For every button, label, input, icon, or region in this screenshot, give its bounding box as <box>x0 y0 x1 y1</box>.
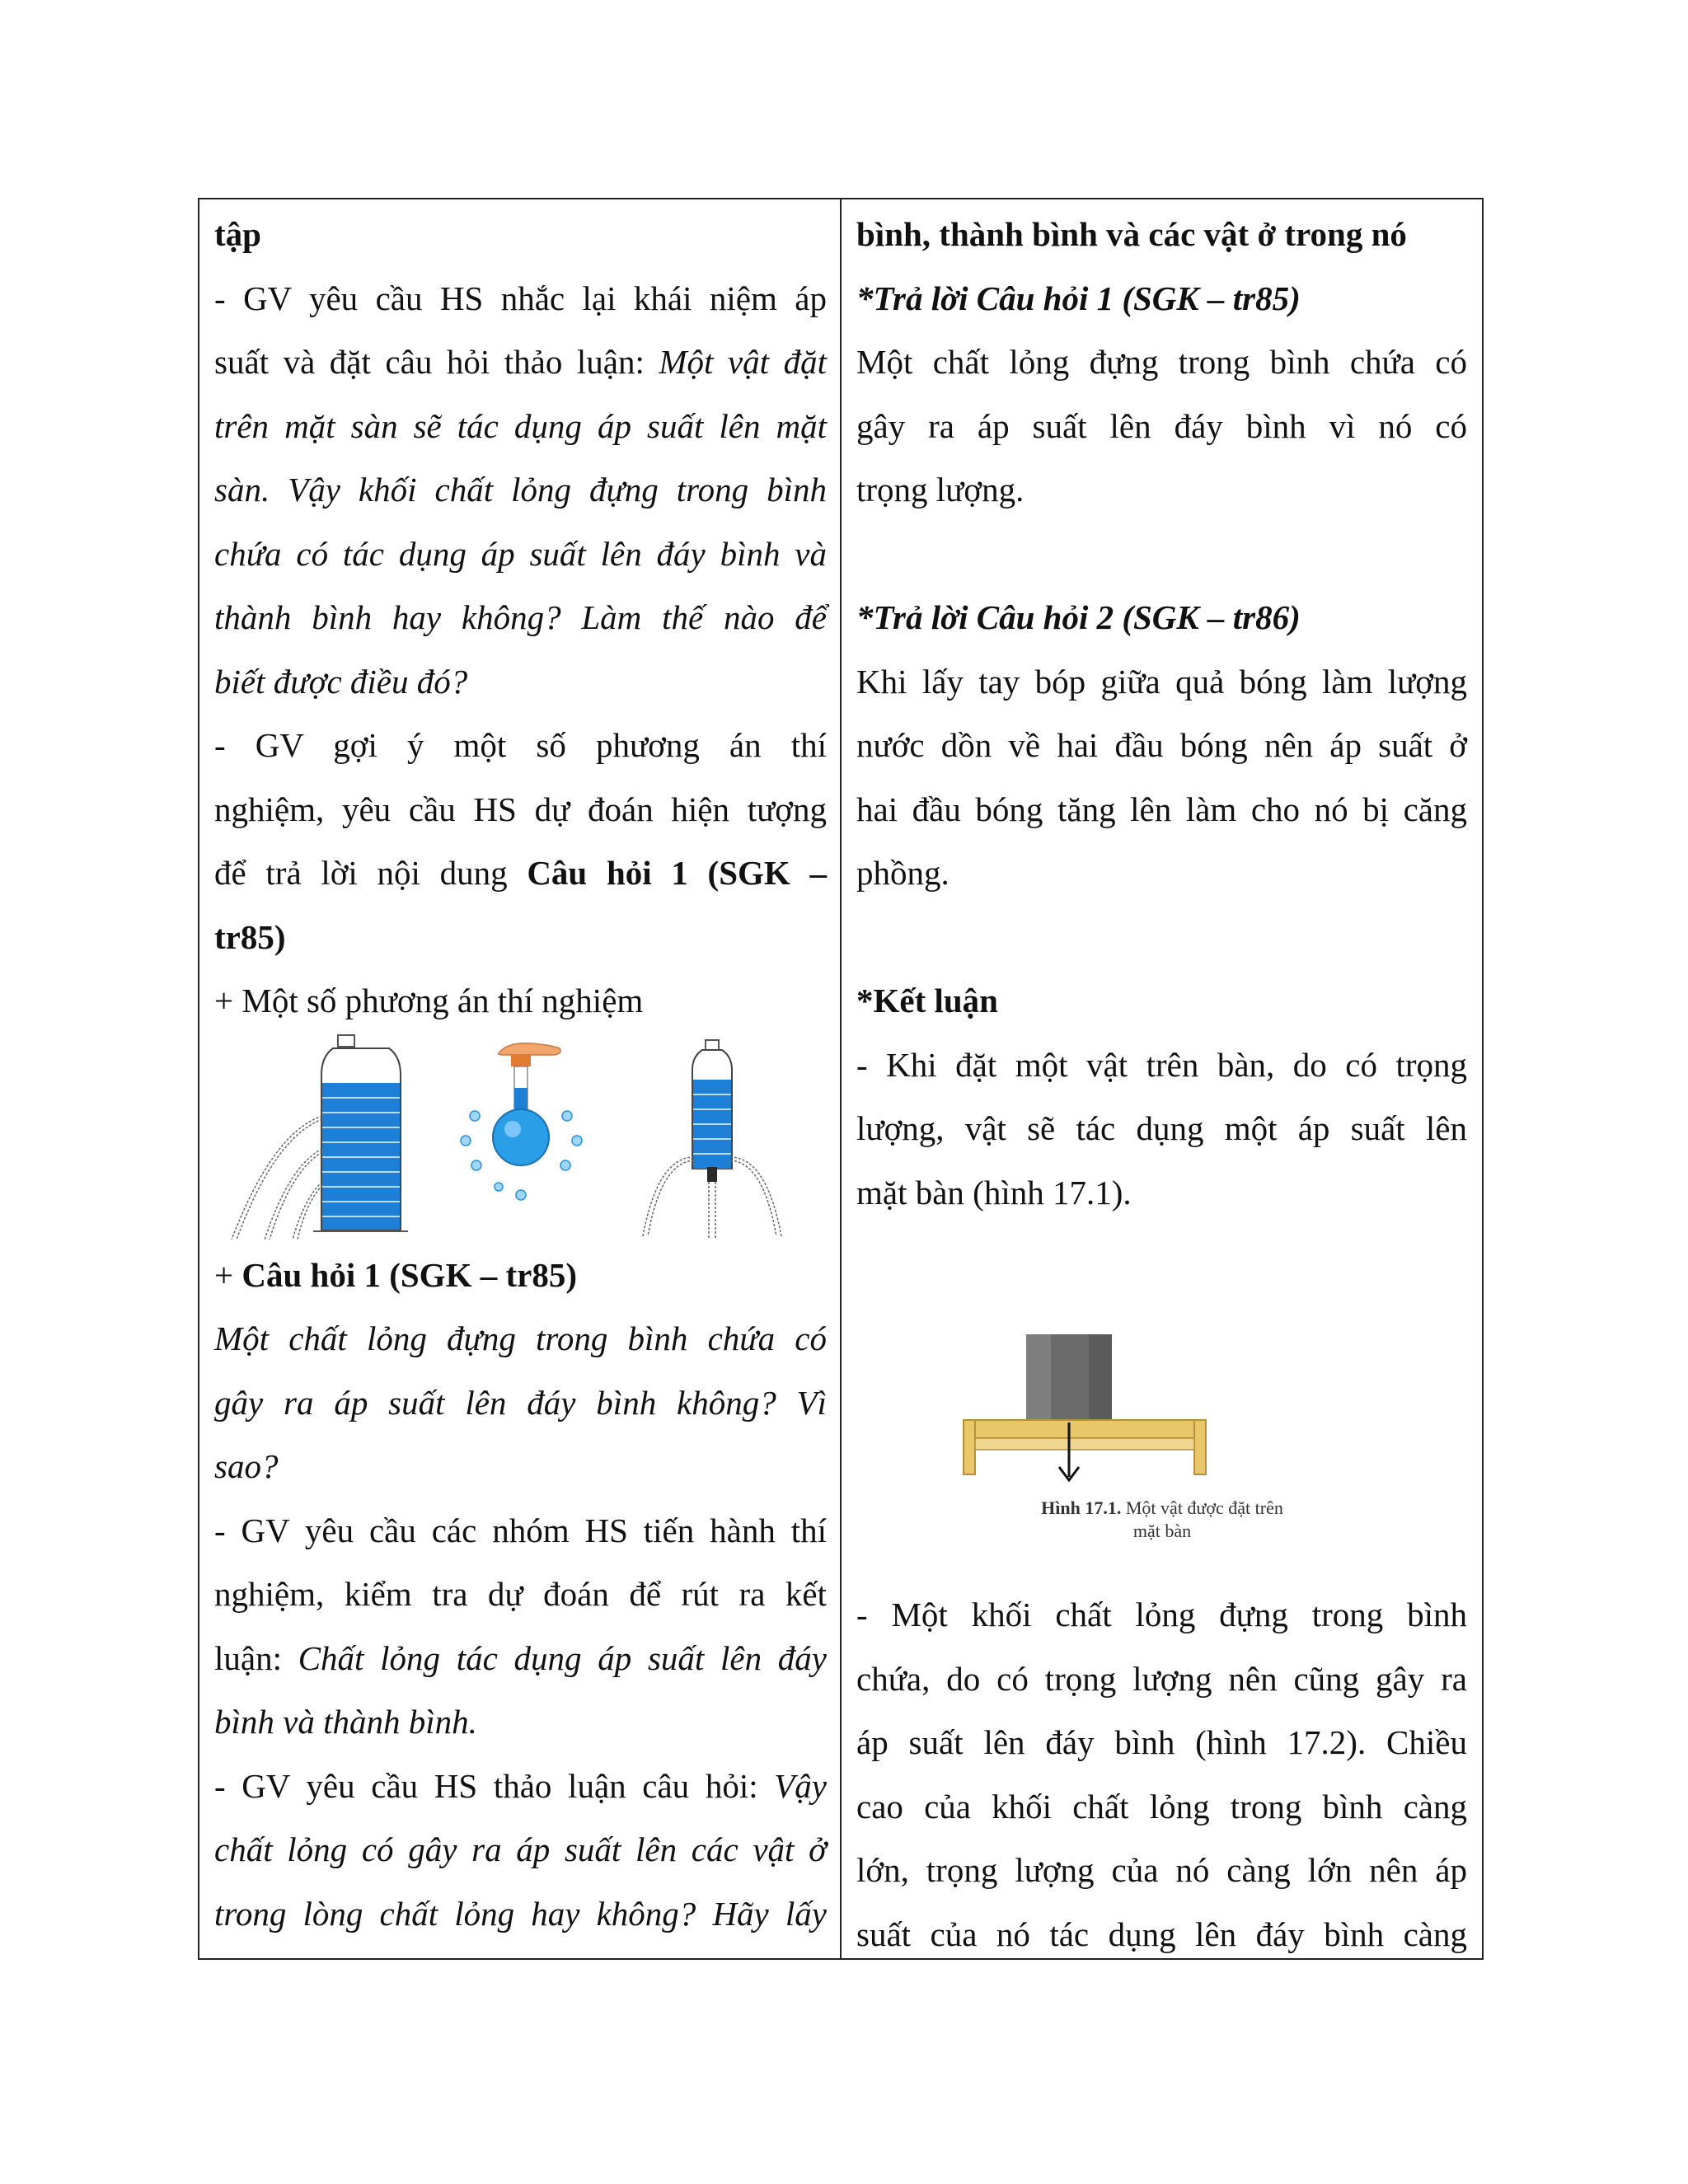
text-line: - GV gợi ý một số phương án thí <box>214 726 827 764</box>
figure-caption-line2: mặt bàn <box>1132 1521 1192 1541</box>
figure-17-1 <box>856 1225 1467 1583</box>
text-line: mặt bàn (hình 17.1). <box>856 1173 1132 1212</box>
question-line: thành bình hay không? Làm thế nào để <box>214 598 827 636</box>
question-span: Một vật đặt <box>659 343 827 381</box>
text-line: lượng, vật sẽ tác dụng một áp suất lên <box>856 1109 1467 1147</box>
experiment-figures <box>214 1033 827 1244</box>
bottle-bottom-holes-illustration <box>643 1040 781 1238</box>
figure-caption <box>856 1497 1468 1520</box>
text-span: luận: <box>214 1638 298 1677</box>
question-line: sàn. Vậy khối chất lỏng đựng trong bình <box>214 471 827 509</box>
question-span: Vậy <box>774 1766 827 1805</box>
text-line: - GV yêu cầu HS nhắc lại khái niệm áp <box>214 279 827 317</box>
question-line: biết được điều đó? <box>214 662 468 701</box>
text-line: chứa, do có trọng lượng nên cũng gây ra <box>856 1659 1467 1698</box>
text-line <box>214 1755 827 1819</box>
text-line: - Khi đặt một vật trên bàn, do có trọng <box>856 1045 1467 1084</box>
caption-text: Một vật được đặt trên <box>1121 1497 1283 1518</box>
text-line: - Một khối chất lỏng đựng trong bình <box>856 1596 1467 1633</box>
text-line: áp suất lên đáy bình (hình 17.2). Chiều <box>856 1723 1467 1761</box>
block-on-table-illustration <box>856 1225 1468 1521</box>
text-line: bình, thành bình và các vật ở trong nó <box>856 215 1407 253</box>
student-product-column <box>842 199 1482 1958</box>
text-span: để trả lời nội dung <box>214 854 528 892</box>
text-line: phồng. <box>856 854 950 892</box>
lesson-table <box>198 198 1484 1960</box>
text-line: tập <box>214 215 261 253</box>
text-line: Một chất lỏng đựng trong bình chứa có <box>856 343 1467 381</box>
text-line: trọng lượng. <box>856 471 1025 509</box>
text-line: nghiệm, yêu cầu HS dự đoán hiện tượng <box>214 790 827 828</box>
ball-syringe-illustration <box>461 1043 582 1199</box>
conclusion-line: bình và thành bình. <box>214 1703 477 1741</box>
text-line: nghiệm, kiểm tra dự đoán để rút ra kết <box>214 1575 827 1613</box>
conclusion-span: Chất lỏng tác dụng áp suất lên đáy <box>298 1638 827 1677</box>
text-line <box>214 841 827 906</box>
answer-heading: *Trả lời Câu hỏi 1 (SGK – tr85) <box>856 279 1301 317</box>
text-line: nước dồn về hai đầu bóng nên áp suất ở <box>856 726 1467 764</box>
teacher-activity-column <box>199 199 842 1958</box>
text-line: + Một số phương án thí nghiệm <box>214 982 644 1019</box>
text-line <box>214 330 827 395</box>
text-line: cao của khối chất lỏng trong bình càng <box>856 1787 1467 1825</box>
bottle-side-holes-illustration <box>232 1035 408 1240</box>
text-line: tr85) <box>214 917 286 956</box>
question-line: trong lòng chất lỏng hay không? Hãy lấy <box>214 1894 827 1933</box>
text-line: suất của nó tác dụng lên đáy bình càng <box>856 1915 1467 1953</box>
text-line <box>214 1244 827 1308</box>
text-line: Khi lấy tay bóp giữa quả bóng làm lượng <box>856 662 1467 701</box>
text-line <box>214 1627 827 1691</box>
conclusion-heading: *Kết luận <box>856 982 998 1019</box>
text-line: - GV yêu cầu các nhóm HS tiến hành thí <box>214 1511 827 1549</box>
answer-heading: *Trả lời Câu hỏi 2 (SGK – tr86) <box>856 598 1301 636</box>
text-line: hai đầu bóng tăng lên làm cho nó bị căng <box>856 790 1467 828</box>
experiment-illustration <box>214 1033 829 1244</box>
spacer <box>856 523 1467 587</box>
caption-label: Hình 17.1. <box>1041 1497 1122 1518</box>
text-line: lớn, trọng lượng của nó càng lớn nên áp <box>856 1851 1467 1889</box>
text-span: suất và đặt câu hỏi thảo luận: <box>214 343 659 381</box>
question-ref: Câu hỏi 1 (SGK – tr85) <box>241 1255 577 1294</box>
question-ref: Câu hỏi 1 (SGK – <box>527 854 827 892</box>
question-line: sao? <box>214 1447 279 1485</box>
question-line: gây ra áp suất lên đáy bình không? Vì <box>214 1383 827 1422</box>
spacer <box>856 906 1467 970</box>
question-line: trên mặt sàn sẽ tác dụng áp suất lên mặt <box>214 406 827 445</box>
text-line: gây ra áp suất lên đáy bình vì nó có <box>856 406 1467 445</box>
text-span: + <box>214 1255 242 1294</box>
question-line: Một chất lỏng đựng trong bình chứa có <box>214 1319 827 1357</box>
question-line: chất lỏng có gây ra áp suất lên các vật ở <box>214 1830 827 1868</box>
text-span: - GV yêu cầu HS thảo luận câu hỏi: <box>214 1766 775 1805</box>
question-line: chứa có tác dụng áp suất lên đáy bình và <box>214 534 827 573</box>
